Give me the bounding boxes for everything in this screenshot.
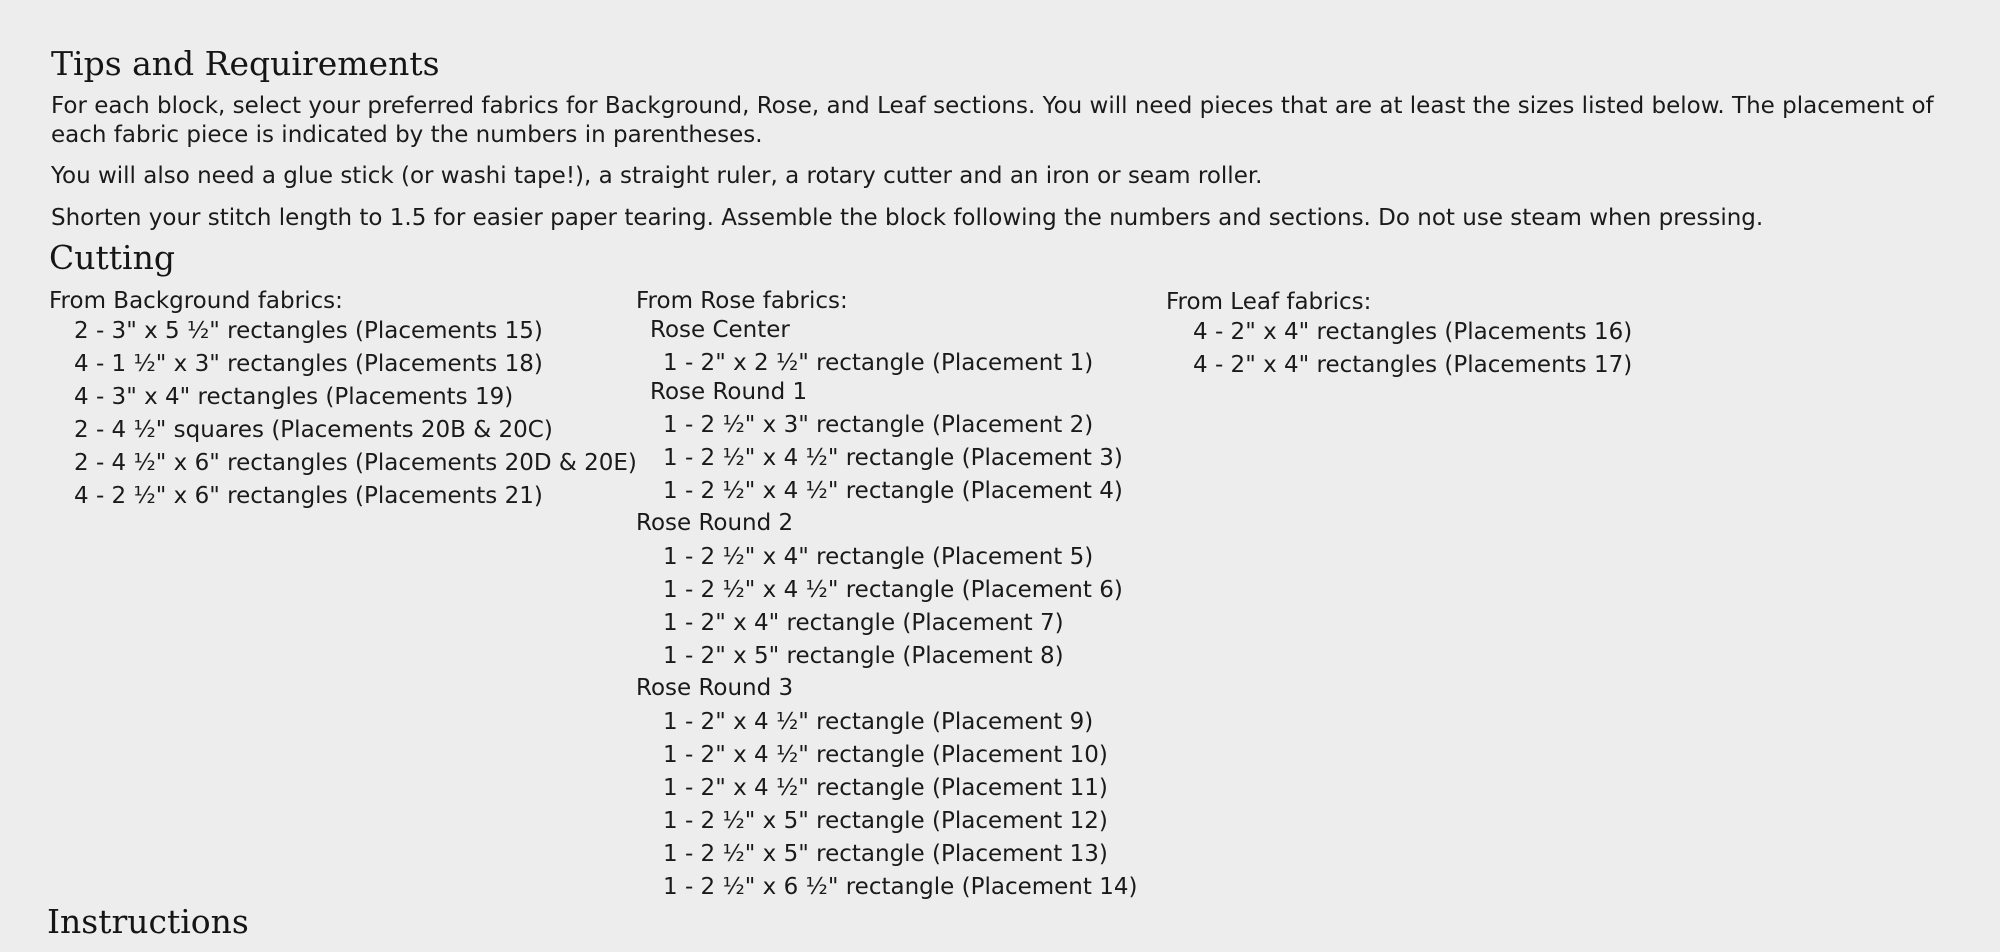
list-item: 1 - 2 ½" x 5" rectangle (Placement 13) — [663, 841, 1108, 867]
list-item: 1 - 2" x 4 ½" rectangle (Placement 11) — [663, 775, 1108, 801]
list-item: 4 - 2" x 4" rectangles (Placements 16) — [1193, 319, 1633, 345]
list-item: 1 - 2 ½" x 4 ½" rectangle (Placement 4) — [663, 478, 1123, 504]
cutting-heading: Cutting — [49, 238, 175, 277]
instructions-heading: Instructions — [47, 902, 249, 941]
tips-heading: Tips and Requirements — [51, 44, 440, 83]
list-item: 1 - 2" x 4 ½" rectangle (Placement 10) — [663, 742, 1108, 768]
rose-heading: From Rose fabrics: — [636, 288, 848, 314]
list-item: 2 - 3" x 5 ½" rectangles (Placements 15) — [74, 318, 543, 344]
rose-round1-label: Rose Round 1 — [650, 379, 808, 405]
list-item: 1 - 2" x 2 ½" rectangle (Placement 1) — [663, 350, 1094, 376]
background-heading: From Background fabrics: — [49, 288, 343, 314]
rose-round2-label: Rose Round 2 — [636, 510, 794, 536]
list-item: 1 - 2" x 5" rectangle (Placement 8) — [663, 643, 1064, 669]
tips-paragraph-stitch: Shorten your stitch length to 1.5 for easier paper tearing. Assemble the block following the numbers and sections. Do not use steam when pressing. — [51, 205, 1764, 231]
leaf-heading: From Leaf fabrics: — [1166, 289, 1372, 315]
list-item: 4 - 1 ½" x 3" rectangles (Placements 18) — [74, 351, 543, 377]
tips-paragraph-supplies: You will also need a glue stick (or washi tape!), a straight ruler, a rotary cutter and an iron or seam roller. — [51, 163, 1263, 189]
list-item: 1 - 2 ½" x 4 ½" rectangle (Placement 6) — [663, 577, 1123, 603]
list-item: 4 - 2" x 4" rectangles (Placements 17) — [1193, 352, 1633, 378]
list-item: 2 - 4 ½" x 6" rectangles (Placements 20D & 20E) — [74, 450, 637, 476]
list-item: 1 - 2 ½" x 5" rectangle (Placement 12) — [663, 808, 1108, 834]
list-item: 2 - 4 ½" squares (Placements 20B & 20C) — [74, 417, 553, 443]
list-item: 1 - 2 ½" x 3" rectangle (Placement 2) — [663, 412, 1094, 438]
list-item: 4 - 2 ½" x 6" rectangles (Placements 21) — [74, 483, 543, 509]
rose-round3-label: Rose Round 3 — [636, 675, 794, 701]
list-item: 1 - 2 ½" x 4" rectangle (Placement 5) — [663, 544, 1094, 570]
rose-center-label: Rose Center — [650, 317, 790, 343]
list-item: 1 - 2" x 4 ½" rectangle (Placement 9) — [663, 709, 1094, 735]
tips-paragraph-fabrics: For each block, select your preferred fabrics for Background, Rose, and Leaf sections. You will need pieces that are at least the sizes listed below. The placement of each fabric piece is indicated by the numbers in parentheses. — [51, 93, 1934, 148]
list-item: 4 - 3" x 4" rectangles (Placements 19) — [74, 384, 514, 410]
list-item: 1 - 2 ½" x 4 ½" rectangle (Placement 3) — [663, 445, 1123, 471]
list-item: 1 - 2" x 4" rectangle (Placement 7) — [663, 610, 1064, 636]
list-item: 1 - 2 ½" x 6 ½" rectangle (Placement 14) — [663, 874, 1138, 900]
